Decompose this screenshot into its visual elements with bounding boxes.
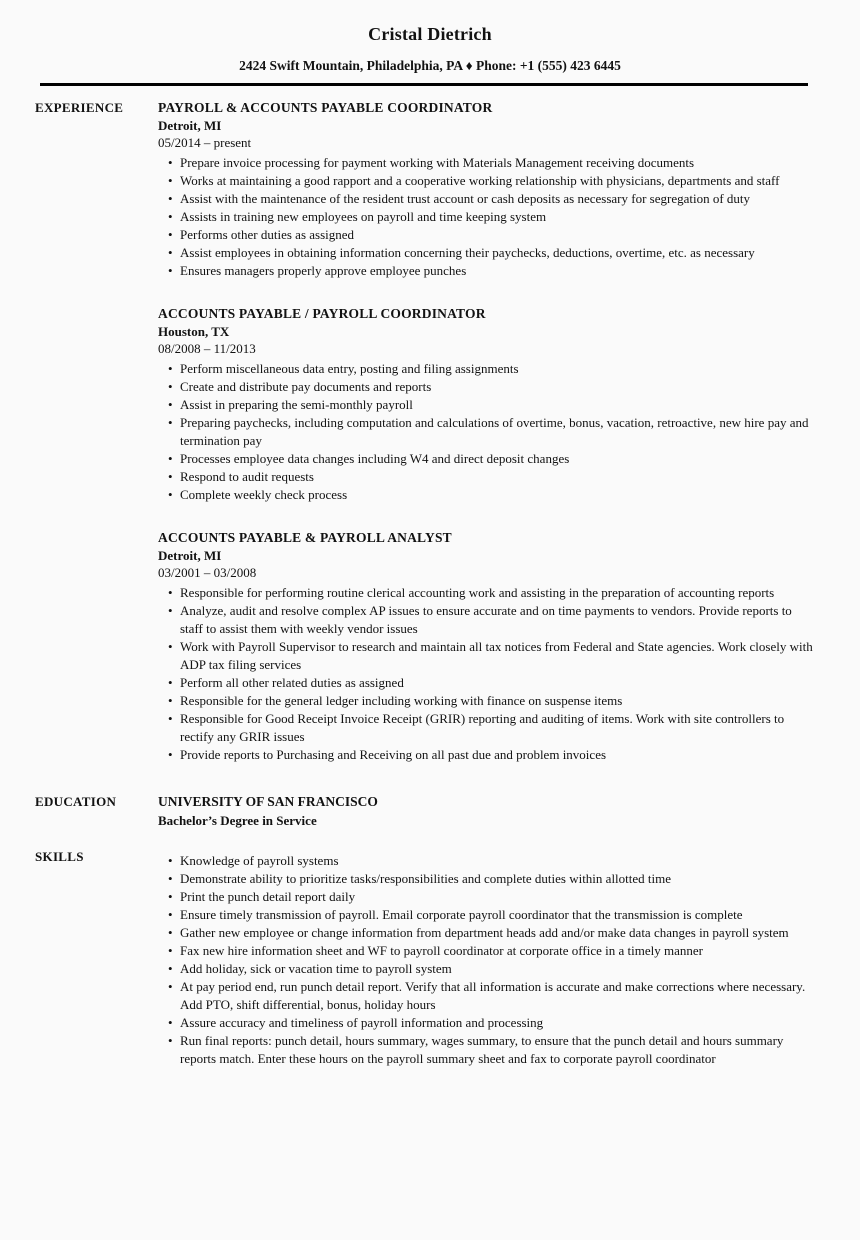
job-location: Detroit, MI xyxy=(158,118,222,133)
job-bullet: • Prepare invoice processing for payment working with Materials Management receiving documents xyxy=(180,154,813,172)
job-title: PAYROLL & ACCOUNTS PAYABLE COORDINATOR xyxy=(158,100,493,115)
skills-content xyxy=(158,849,813,1068)
skill-bullet: • Add holiday, sick or vacation time to payroll system xyxy=(180,960,813,978)
job-bullet: • Processes employee data changes including W4 and direct deposit changes xyxy=(180,450,813,468)
header-divider xyxy=(40,83,808,86)
job-bullet: • Assists in training new employees on payroll and time keeping system xyxy=(180,208,813,226)
skill-bullet: • Print the punch detail report daily xyxy=(180,888,813,906)
job-bullet: • Works at maintaining a good rapport and a cooperative working relationship with physicians, departments and staff xyxy=(180,172,813,190)
job-bullet-list xyxy=(158,584,813,764)
job-title: ACCOUNTS PAYABLE / PAYROLL COORDINATOR xyxy=(158,306,486,321)
job-bullet: • Assist employees in obtaining information concerning their paychecks, deductions, overtime, etc. as necessary xyxy=(180,244,813,262)
section-label-education: EDUCATION xyxy=(35,794,117,809)
resume-header xyxy=(0,24,860,74)
skill-bullet: • Demonstrate ability to prioritize tasks/responsibilities and complete duties within allotted time xyxy=(180,870,813,888)
job-location: Houston, TX xyxy=(158,324,230,339)
skill-bullet: • Assure accuracy and timeliness of payroll information and processing xyxy=(180,1014,813,1032)
job-dates: 08/2008 – 11/2013 xyxy=(158,341,256,356)
skill-bullet: • Ensure timely transmission of payroll. Email corporate payroll coordinator that the transmission is complete xyxy=(180,906,813,924)
section-skills xyxy=(0,849,860,1068)
job-entry-3 xyxy=(158,530,813,764)
job-bullet: • Complete weekly check process xyxy=(180,486,813,504)
job-location: Detroit, MI xyxy=(158,548,222,563)
job-bullet: • Preparing paychecks, including computation and calculations of overtime, bonus, vacation, retroactive, new hire pay and termination pay xyxy=(180,414,813,450)
job-bullet: • Provide reports to Purchasing and Receiving on all past due and problem invoices xyxy=(180,746,813,764)
job-bullet: • Respond to audit requests xyxy=(180,468,813,486)
job-bullet: • Perform all other related duties as assigned xyxy=(180,674,813,692)
job-bullet-list xyxy=(158,360,813,504)
job-bullet: • Work with Payroll Supervisor to research and maintain all tax notices from Federal and State agencies. Work closely with ADP tax filing services xyxy=(180,638,813,674)
job-bullet: • Assist in preparing the semi-monthly payroll xyxy=(180,396,813,414)
skills-bullet-list xyxy=(158,852,813,1068)
job-bullet: • Responsible for Good Receipt Invoice Receipt (GRIR) reporting and auditing of items. Work with site controllers to rectify any GRIR issues xyxy=(180,710,813,746)
job-bullet: • Performs other duties as assigned xyxy=(180,226,813,244)
job-dates: 03/2001 – 03/2008 xyxy=(158,565,257,580)
skill-bullet: • Fax new hire information sheet and WF to payroll coordinator at corporate office in a timely manner xyxy=(180,942,813,960)
school-name: UNIVERSITY OF SAN FRANCISCO xyxy=(158,794,378,809)
job-entry-2 xyxy=(158,306,813,504)
skill-bullet: • At pay period end, run punch detail report. Verify that all information is accurate and make corrections where necessary. Add PTO, shift differential, bonus, holiday hours xyxy=(180,978,813,1014)
job-entry-1 xyxy=(158,100,813,280)
skill-bullet: • Knowledge of payroll systems xyxy=(180,852,813,870)
section-label-skills: SKILLS xyxy=(35,849,84,864)
skill-bullet: • Gather new employee or change information from department heads add and/or make data changes in payroll system xyxy=(180,924,813,942)
job-bullet: • Responsible for performing routine clerical accounting work and assisting in the preparation of accounting reports xyxy=(180,584,813,602)
job-bullet: • Analyze, audit and resolve complex AP issues to ensure accurate and on time payments to vendors. Provide reports to staff to assist them with weekly vendor issues xyxy=(180,602,813,638)
job-dates: 05/2014 – present xyxy=(158,135,252,150)
job-bullet: • Responsible for the general ledger including working with finance on suspense items xyxy=(180,692,813,710)
job-bullet-list xyxy=(158,154,813,280)
education-content xyxy=(158,794,813,829)
job-bullet: • Assist with the maintenance of the resident trust account or cash deposits as necessary for segregation of duty xyxy=(180,190,813,208)
section-label-experience: EXPERIENCE xyxy=(35,100,124,115)
job-bullet: • Ensures managers properly approve employee punches xyxy=(180,262,813,280)
skill-bullet: • Run final reports: punch detail, hours summary, wages summary, to ensure that the punch detail and hours summary reports match. Enter these hours on the payroll summary sheet and fax to corporate payroll coordinator xyxy=(180,1032,813,1068)
degree-name: Bachelor’s Degree in Service xyxy=(158,813,317,828)
contact-line: 2424 Swift Mountain, Philadelphia, PA ♦ Phone: +1 (555) 423 6445 xyxy=(239,58,621,73)
person-name: Cristal Dietrich xyxy=(368,24,492,44)
job-bullet: • Perform miscellaneous data entry, posting and filing assignments xyxy=(180,360,813,378)
job-bullet: • Create and distribute pay documents and reports xyxy=(180,378,813,396)
section-education xyxy=(0,794,860,829)
section-experience xyxy=(0,100,860,764)
job-title: ACCOUNTS PAYABLE & PAYROLL ANALYST xyxy=(158,530,452,545)
experience-content xyxy=(158,100,813,764)
